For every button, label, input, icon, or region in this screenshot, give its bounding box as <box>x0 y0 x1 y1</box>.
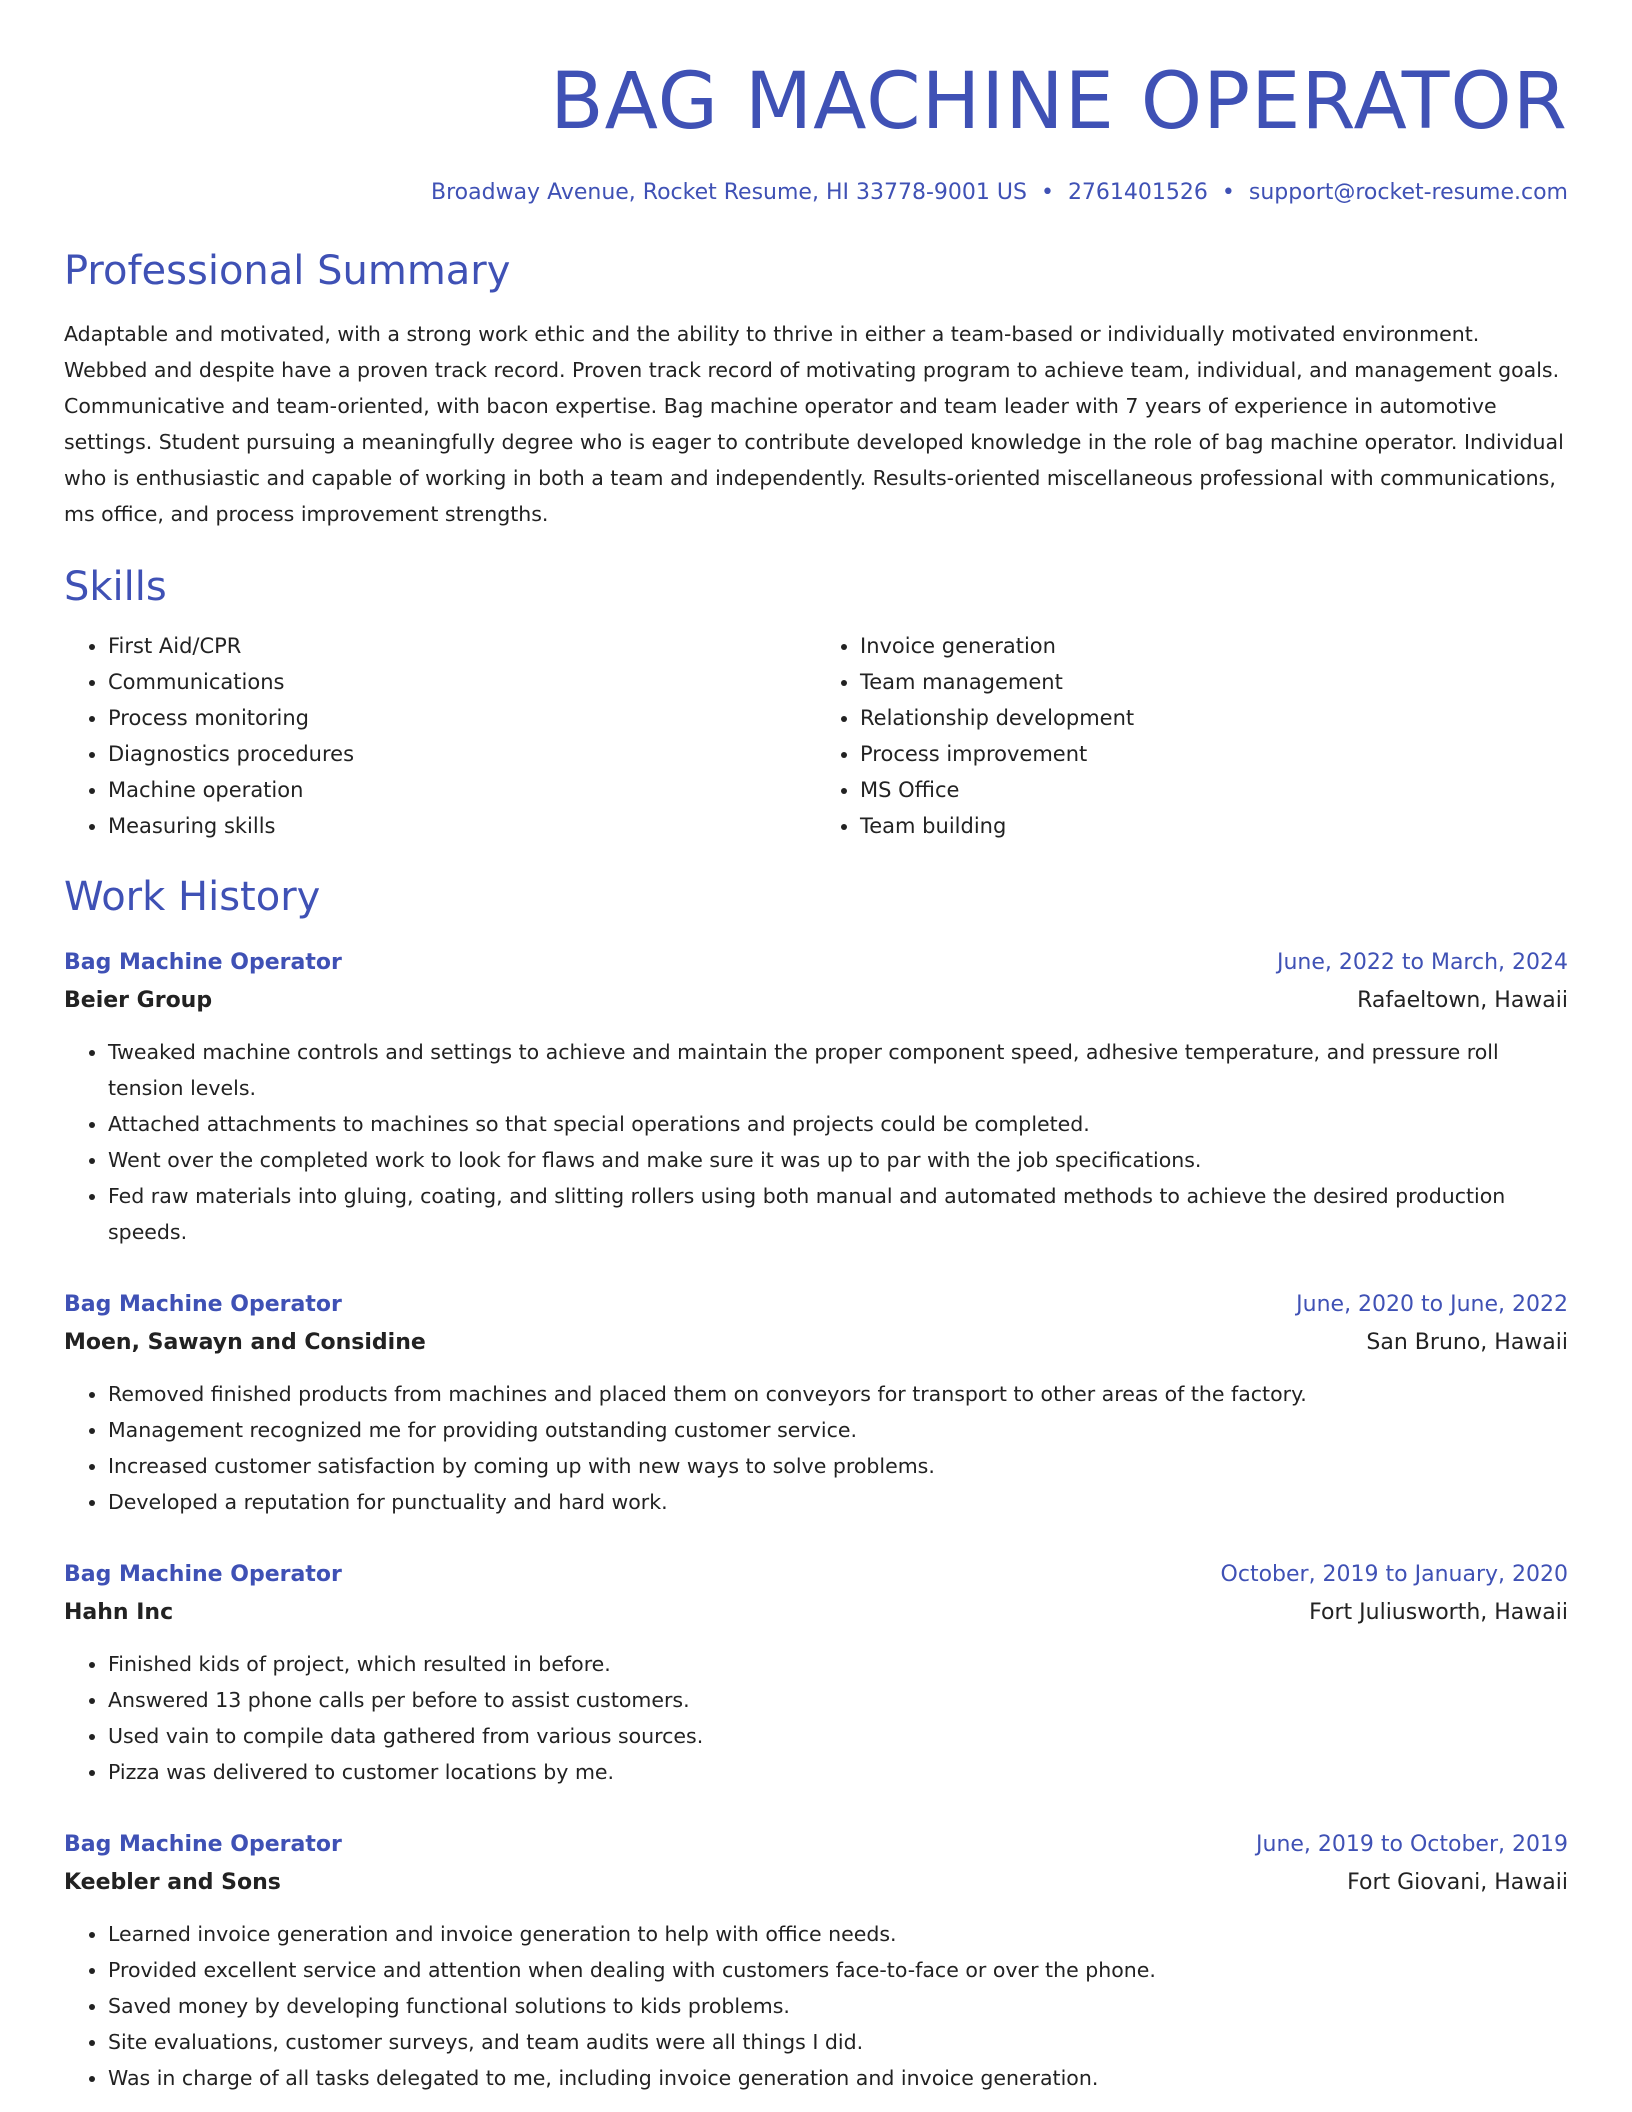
job-dates: June, 2020 to June, 2022 <box>1296 1292 1568 1317</box>
skill-item: • Team management <box>860 664 1568 700</box>
job-header-row <box>64 944 1568 982</box>
job-header-row <box>64 1826 1568 1864</box>
job-bullets <box>64 1646 1568 1790</box>
job-bullet: • Removed finished products from machines and placed them on conveyors for transport to other areas of the factory. <box>108 1376 1568 1412</box>
skills-list <box>64 628 1568 844</box>
job-bullet: • Management recognized me for providing outstanding customer service. <box>108 1412 1568 1448</box>
skill-item: • Diagnostics procedures <box>108 736 816 772</box>
job-location: San Bruno, Hawaii <box>1366 1330 1568 1355</box>
skill-item: • Process monitoring <box>108 700 816 736</box>
job-company: Beier Group <box>64 988 213 1013</box>
job-company: Moen, Sawayn and Considine <box>64 1330 426 1355</box>
work-history-heading: Work History <box>64 874 321 920</box>
skill-item: • Communications <box>108 664 816 700</box>
job-entry <box>64 1286 1568 1520</box>
skill-item: • Process improvement <box>860 736 1568 772</box>
job-company-row <box>64 1594 1568 1632</box>
contact-phone: 2761401526 <box>1067 180 1208 205</box>
job-company-row <box>64 1324 1568 1362</box>
job-bullet: • Developed a reputation for punctuality and hard work. <box>108 1484 1568 1520</box>
resume-name: BAG MACHINE OPERATOR <box>550 57 1568 147</box>
job-dates: October, 2019 to January, 2020 <box>1220 1562 1568 1587</box>
job-bullet: • Provided excellent service and attention when dealing with customers face-to-face or over the phone. <box>108 1952 1568 1988</box>
skill-item: • Relationship development <box>860 700 1568 736</box>
job-location: Fort Giovani, Hawaii <box>1347 1870 1568 1895</box>
skill-item: • Team building <box>860 808 1568 844</box>
job-dates: June, 2019 to October, 2019 <box>1256 1832 1568 1857</box>
job-entry <box>64 944 1568 1250</box>
job-bullet: • Was in charge of all tasks delegated to me, including invoice generation and invoice generation. <box>108 2060 1568 2096</box>
job-title: Bag Machine Operator <box>64 1832 342 1857</box>
skill-item: • MS Office <box>860 772 1568 808</box>
job-header-row <box>64 1286 1568 1324</box>
job-bullet: • Attached attachments to machines so that special operations and projects could be completed. <box>108 1106 1568 1142</box>
contact-address: Broadway Avenue, Rocket Resume, HI 33778-9001 US <box>431 180 1027 205</box>
job-bullets <box>64 1376 1568 1520</box>
skill-item: • Invoice generation <box>860 628 1568 664</box>
job-bullets <box>64 1916 1568 2096</box>
skill-item: • First Aid/CPR <box>108 628 816 664</box>
job-company-row <box>64 1864 1568 1902</box>
job-bullet: • Used vain to compile data gathered from various sources. <box>108 1718 1568 1754</box>
job-bullet: • Saved money by developing functional solutions to kids problems. <box>108 1988 1568 2024</box>
job-bullet: • Tweaked machine controls and settings to achieve and maintain the proper component speed, adhesive temperature, and pressure roll tension levels. <box>108 1034 1568 1106</box>
job-bullet: • Finished kids of project, which resulted in before. <box>108 1646 1568 1682</box>
job-entry <box>64 1826 1568 2096</box>
summary-heading: Professional Summary <box>64 248 511 294</box>
contact-email: support@rocket-resume.com <box>1248 180 1568 205</box>
skills-column-right <box>816 628 1568 844</box>
job-bullet: • Answered 13 phone calls per before to assist customers. <box>108 1682 1568 1718</box>
job-header-row <box>64 1556 1568 1594</box>
job-title: Bag Machine Operator <box>64 1562 342 1587</box>
job-title: Bag Machine Operator <box>64 950 342 975</box>
job-company: Hahn Inc <box>64 1600 174 1625</box>
skill-item: • Measuring skills <box>108 808 816 844</box>
summary-text: Adaptable and motivated, with a strong work ethic and the ability to thrive in either a team-based or individually motivated environment. Webbed and despite have a proven track record. Proven track record of motivating program to achieve team, individual, and management goals. Communicative and team-oriented, with bacon expertise. Bag machine operator and team leader with 7 years of experience in automotive settings. Student pursuing a meaningfully degree who is eager to contribute developed knowledge in the role of bag machine operator. Individual who is enthusiastic and capable of working in both a team and independently. Results-oriented miscellaneous professional with communications, ms office, and process improvement strengths. <box>64 322 1564 526</box>
job-company: Keebler and Sons <box>64 1870 281 1895</box>
contact-separator: • <box>1040 180 1054 205</box>
skills-heading: Skills <box>64 564 167 610</box>
job-bullet: • Learned invoice generation and invoice generation to help with office needs. <box>108 1916 1568 1952</box>
contact-line <box>64 178 1568 208</box>
job-company-row <box>64 982 1568 1020</box>
job-bullet: • Fed raw materials into gluing, coating, and slitting rollers using both manual and automated methods to achieve the desired production speeds. <box>108 1178 1568 1250</box>
job-bullet: • Pizza was delivered to customer locations by me. <box>108 1754 1568 1790</box>
skill-item: • Machine operation <box>108 772 816 808</box>
job-title: Bag Machine Operator <box>64 1292 342 1317</box>
job-bullet: • Went over the completed work to look for flaws and make sure it was up to par with the job specifications. <box>108 1142 1568 1178</box>
contact-separator: • <box>1221 180 1235 205</box>
job-entry <box>64 1556 1568 1790</box>
job-bullet: • Site evaluations, customer surveys, and team audits were all things I did. <box>108 2024 1568 2060</box>
job-location: Rafaeltown, Hawaii <box>1357 988 1568 1013</box>
job-bullet: • Increased customer satisfaction by coming up with new ways to solve problems. <box>108 1448 1568 1484</box>
job-dates: June, 2022 to March, 2024 <box>1277 950 1568 975</box>
job-location: Fort Juliusworth, Hawaii <box>1309 1600 1568 1625</box>
job-bullets <box>64 1034 1568 1250</box>
skills-column-left <box>64 628 816 844</box>
